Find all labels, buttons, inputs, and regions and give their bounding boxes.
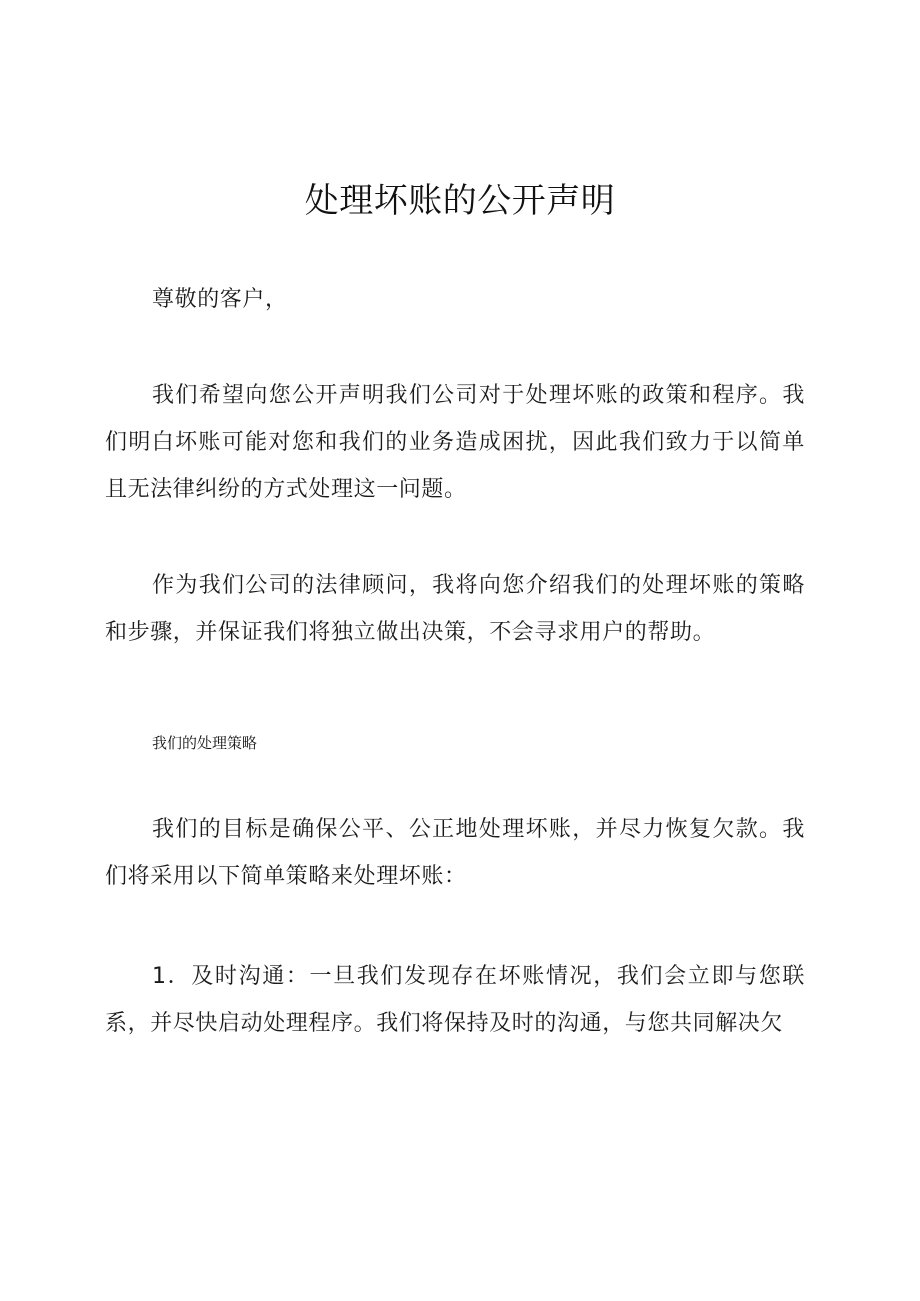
paragraph-policy-statement: 我们希望向您公开声明我们公司对于处理坏账的政策和程序。我们明白坏账可能对您和我们的业务造成困扰，因此我们致力于以简单且无法律纠纷的方式处理这一问题。 [105,383,805,502]
paragraph-strategy-intro: 我们的目标是确保公平、公正地处理坏账，并尽力恢复欠款。我们将采用以下简单策略来处理坏账： [105,817,805,889]
paragraph-legal-advisor: 作为我们公司的法律顾问，我将向您介绍我们的处理坏账的策略和步骤，并保证我们将独立做出决策，不会寻求用户的帮助。 [105,573,805,645]
salutation: 尊敬的客户， [152,287,288,312]
list-item-timely-communication: 1．及时沟通：一旦我们发现存在坏账情况，我们会立即与您联系，并尽快启动处理程序。我们将保持及时的沟通，与您共同解决欠 [105,964,805,1036]
document-title: 处理坏账的公开声明 [304,181,616,221]
section-heading-strategy: 我们的处理策略 [152,734,258,752]
